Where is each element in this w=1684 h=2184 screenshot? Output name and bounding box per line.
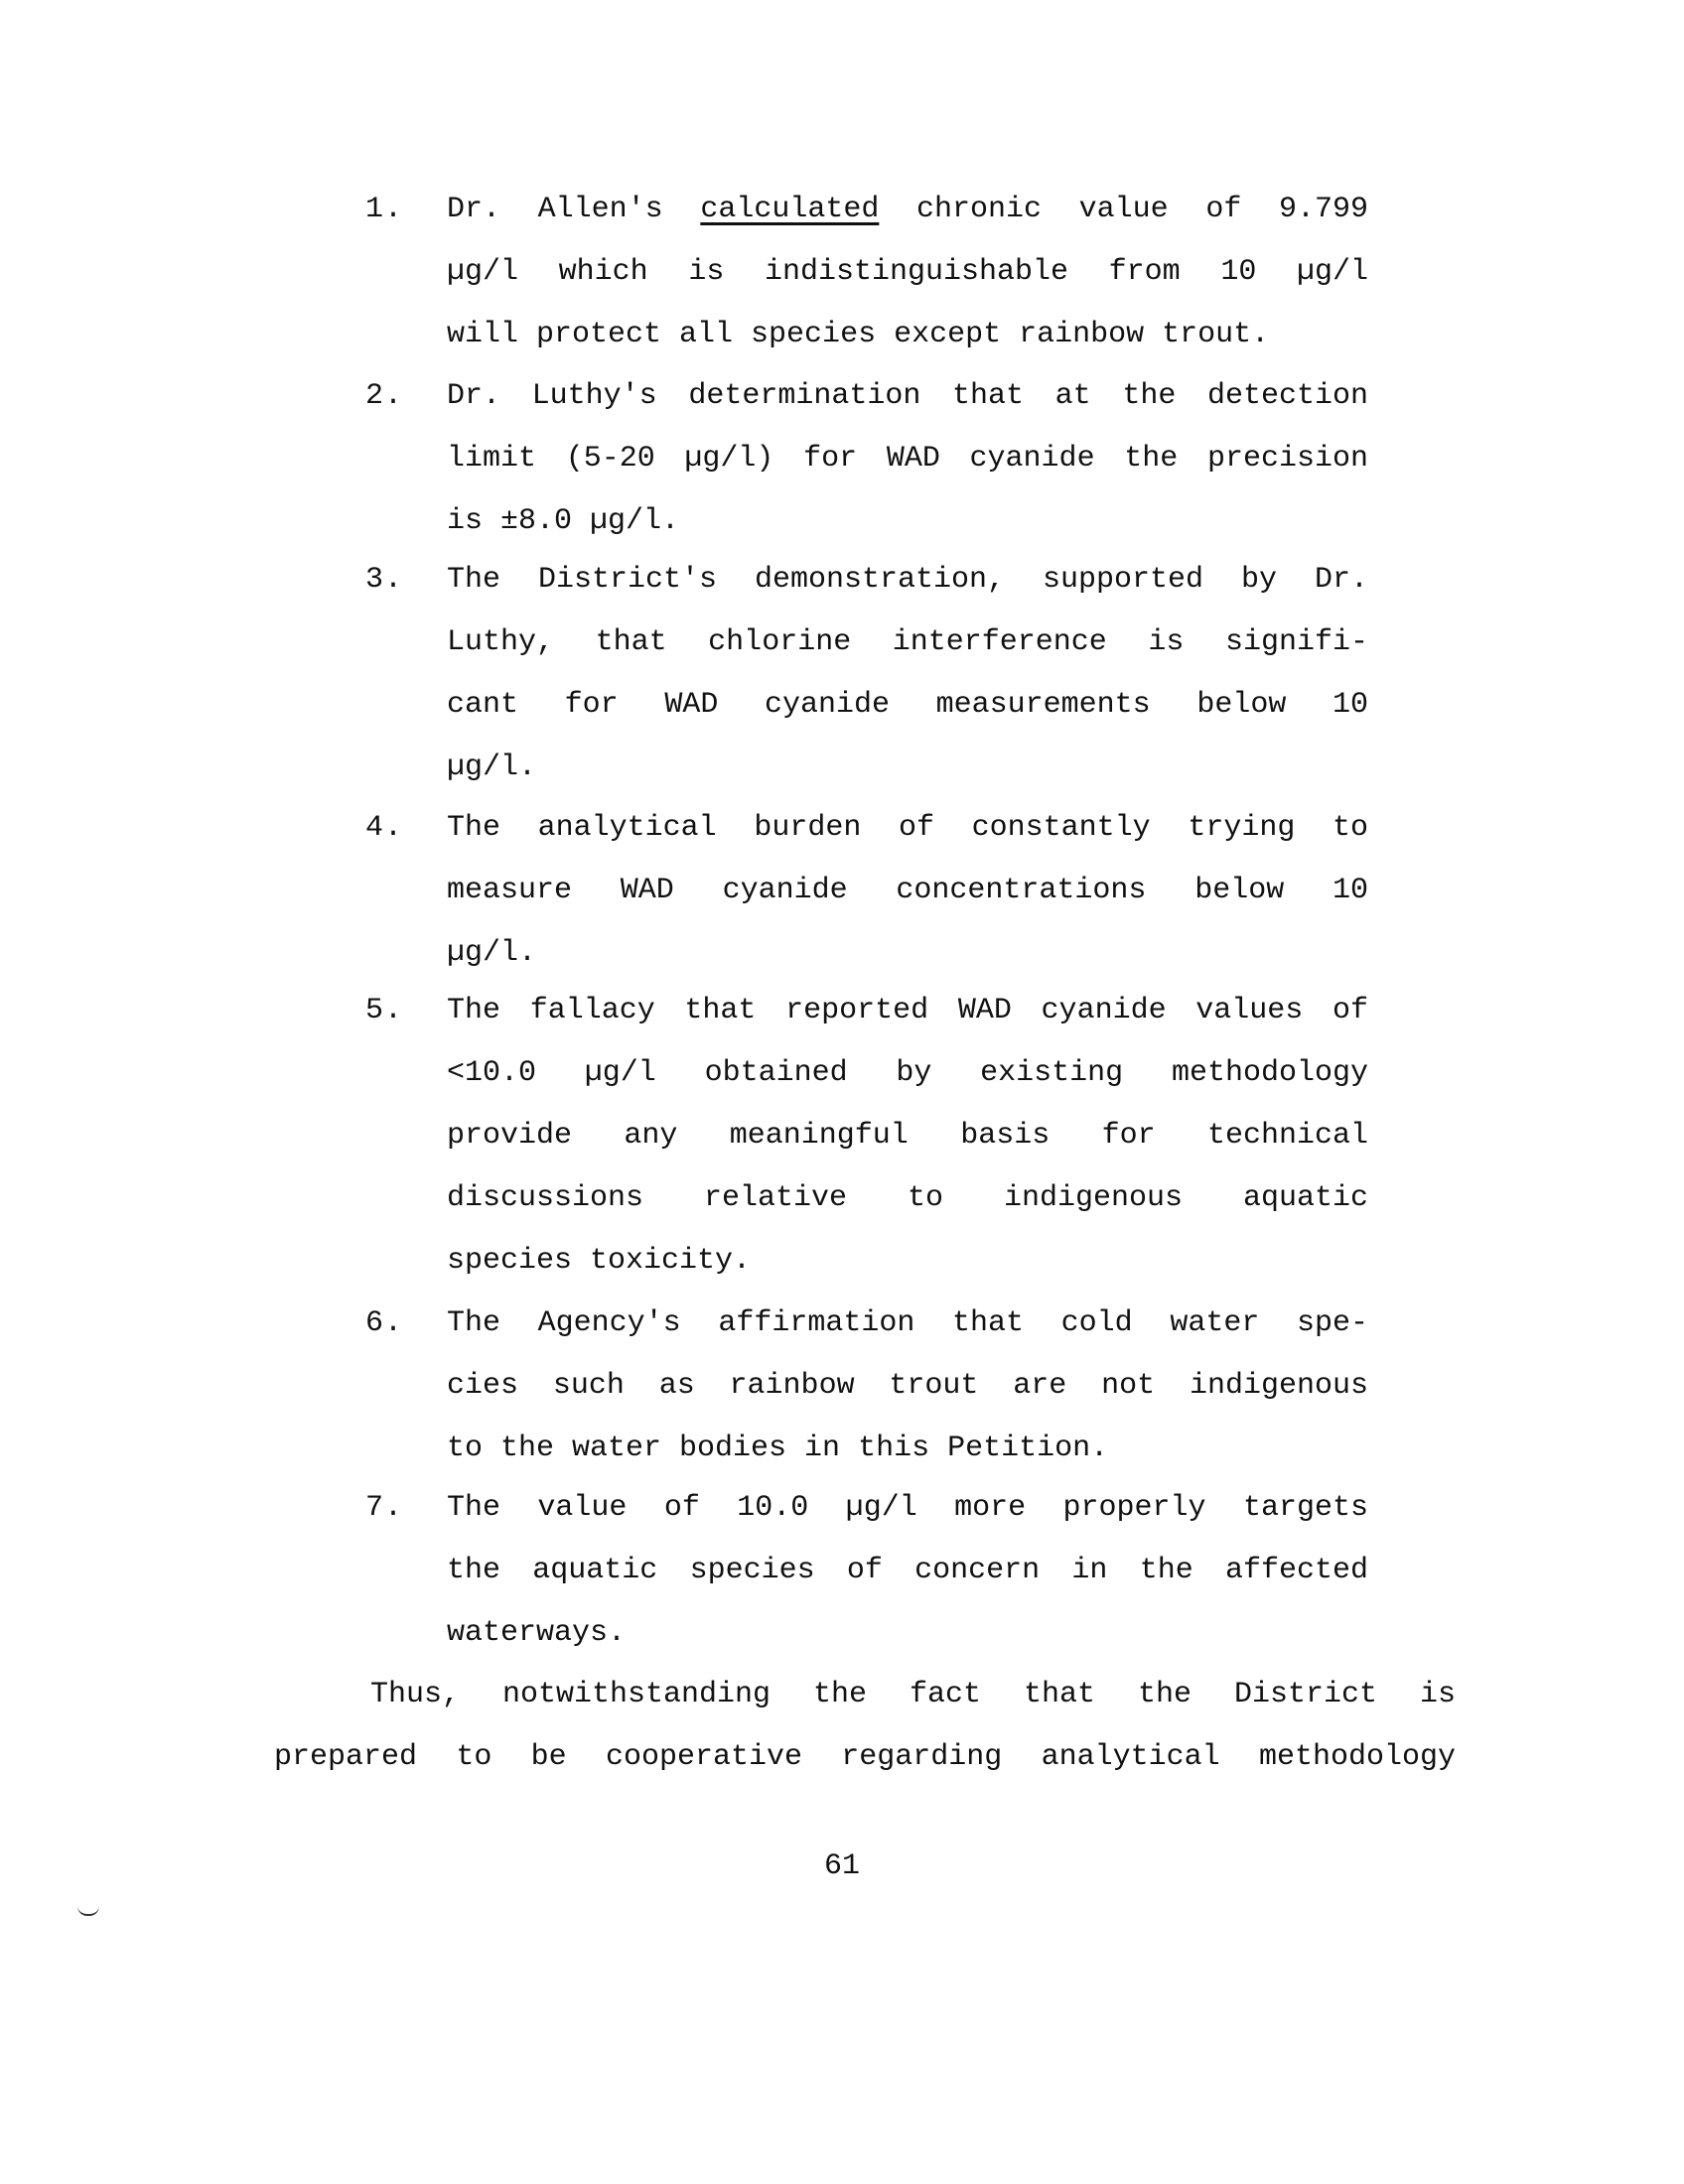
list-item-number: 2. [365,379,404,413]
list-item-line: Luthy, that chlorine interference is signifi- [447,625,1368,659]
list-item-line: cant for WAD cyanide measurements below 10 [447,688,1368,722]
list-item-line: to the water bodies in this Petition. [447,1432,1109,1465]
list-item-line: The Agency's affirmation that cold water spe- [447,1306,1368,1340]
list-item-line: the aquatic species of concern in the affected [447,1554,1368,1587]
list-item-number: 6. [365,1306,404,1340]
list-item-line: provide any meaningful basis for technical [447,1119,1368,1153]
paragraph-line: Thus, notwithstanding the fact that the District is [370,1678,1456,1711]
list-item-line: Dr. Allen's calculated chronic value of 9.799 [447,193,1368,226]
list-item-line: waterways. [447,1616,627,1650]
list-item-line: measure WAD cyanide concentrations below 10 [447,874,1368,907]
list-item-line: <10.0 µg/l obtained by existing methodology [447,1056,1368,1090]
page-number: 61 [823,1849,860,1883]
underlined-word: calculated [700,193,880,226]
margin-mark [77,1906,99,1916]
list-item-line: The fallacy that reported WAD cyanide values of [447,994,1368,1027]
list-item-line: µg/l. [447,751,537,784]
list-item-line: discussions relative to indigenous aquatic [447,1181,1368,1215]
list-item-line: cies such as rainbow trout are not indigenous [447,1369,1368,1403]
list-item-line: µg/l. [447,936,537,970]
list-item-line: The District's demonstration, supported by Dr. [447,563,1368,597]
list-item-line: is ±8.0 µg/l. [447,504,680,538]
list-item-line: µg/l which is indistinguishable from 10 µg/l [447,255,1368,289]
list-item-number: 7. [365,1491,404,1525]
paragraph-line: prepared to be cooperative regarding analytical methodology [274,1740,1456,1774]
list-item-line: will protect all species except rainbow trout. [447,318,1270,351]
list-item-line: The analytical burden of constantly trying to [447,811,1368,845]
list-item-line: The value of 10.0 µg/l more properly targets [447,1491,1368,1525]
list-item-line: species toxicity. [447,1244,752,1278]
list-item-line: limit (5-20 µg/l) for WAD cyanide the precision [447,442,1368,476]
list-item-line: Dr. Luthy's determination that at the detection [447,379,1368,413]
list-item-number: 5. [365,994,404,1027]
list-item-number: 3. [365,563,404,597]
list-item-number: 4. [365,811,404,845]
list-item-number: 1. [365,193,404,226]
